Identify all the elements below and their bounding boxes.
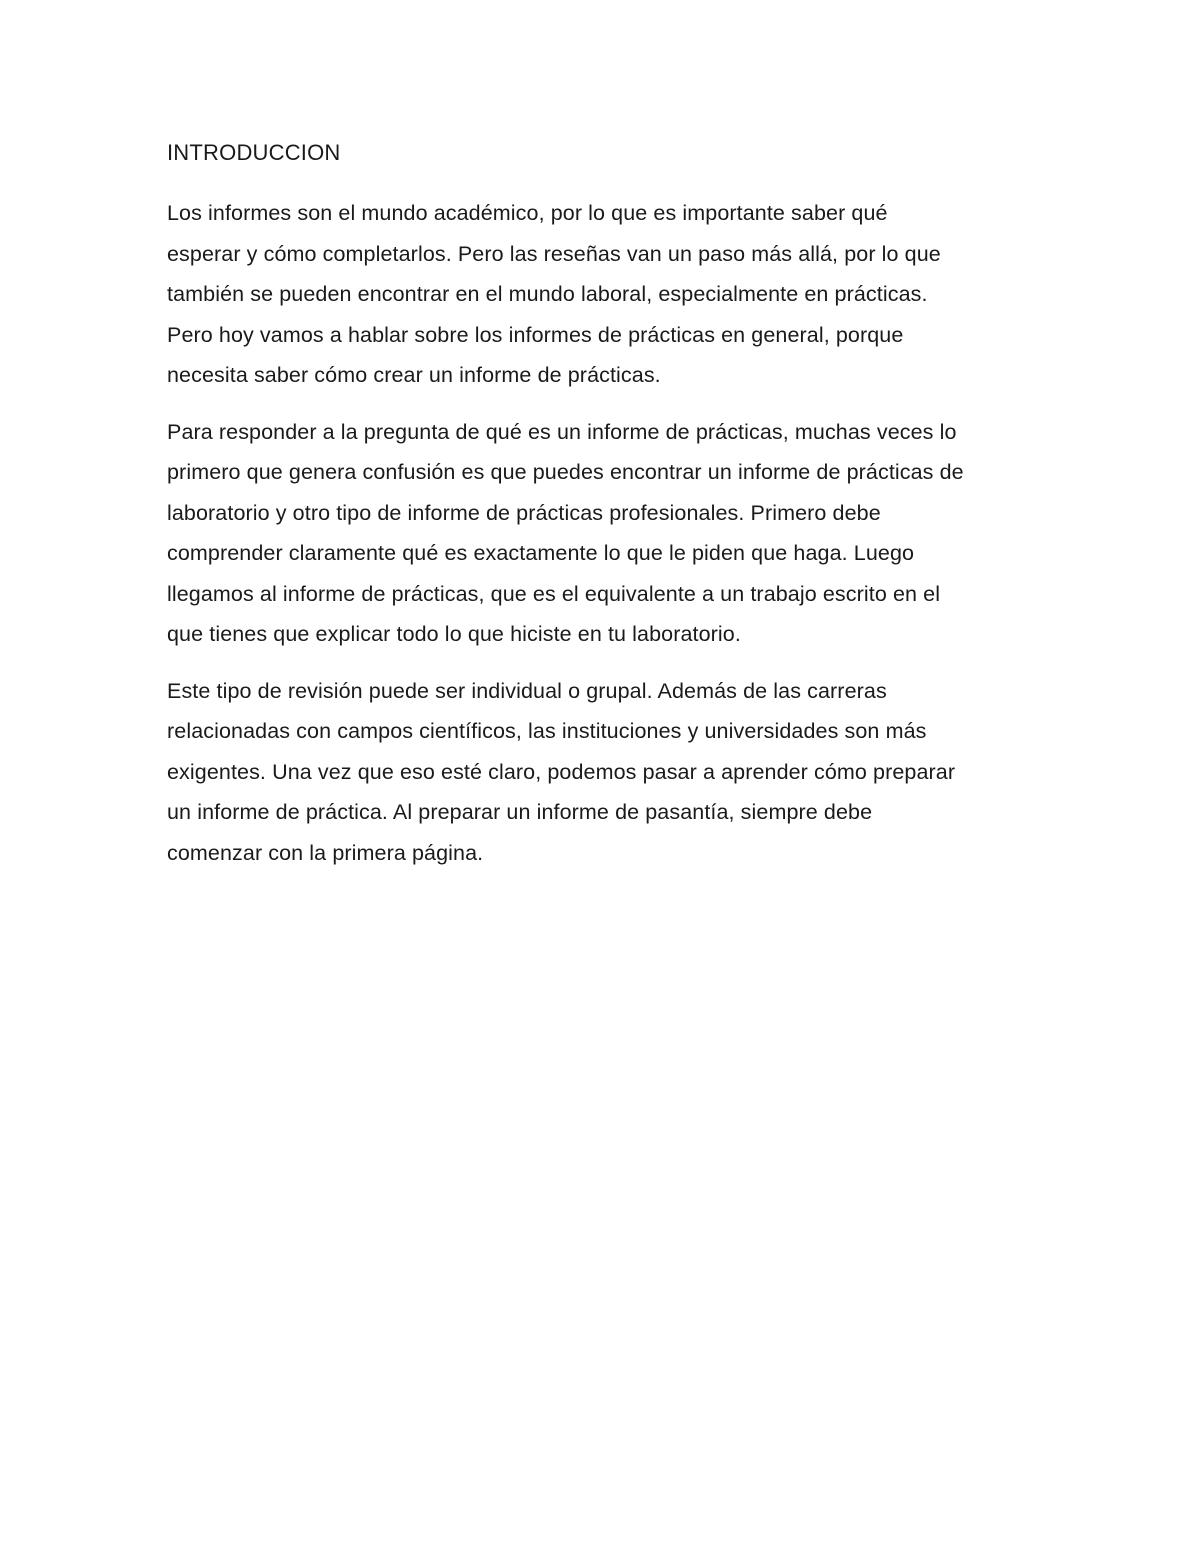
paragraph-line: que tienes que explicar todo lo que hiciste en tu laboratorio. (167, 622, 741, 646)
paragraph-line: un informe de práctica. Al preparar un informe de pasantía, siempre debe (167, 800, 873, 824)
paragraph-line: necesita saber cómo crear un informe de prácticas. (167, 363, 661, 387)
paragraph-line: esperar y cómo completarlos. Pero las reseñas van un paso más allá, por lo que (167, 241, 941, 266)
paragraph-line: Este tipo de revisión puede ser individual o grupal. Además de las carreras (167, 678, 887, 703)
document-body (167, 138, 1047, 889)
paragraph-2 (167, 412, 1047, 655)
paragraph-line: Para responder a la pregunta de qué es un informe de prácticas, muchas veces lo (167, 419, 957, 444)
paragraph-3 (167, 671, 1047, 874)
paragraph-line: comenzar con la primera página. (167, 840, 484, 865)
paragraph-line: relacionadas con campos científicos, las instituciones y universidades son más (167, 719, 927, 743)
paragraph-line: laboratorio y otro tipo de informe de prácticas profesionales. Primero debe (167, 500, 881, 525)
document-heading: INTRODUCCION (167, 140, 341, 165)
paragraph-line: primero que genera confusión es que puedes encontrar un informe de prácticas de (167, 460, 964, 484)
paragraph-1 (167, 193, 1047, 396)
paragraph-line: comprender claramente qué es exactamente lo que le piden que haga. Luego (167, 541, 915, 565)
paragraph-line: llegamos al informe de prácticas, que es el equivalente a un trabajo escrito en el (167, 581, 941, 606)
paragraph-line: Los informes son el mundo académico, por lo que es importante saber qué (167, 201, 888, 225)
paragraph-line: Pero hoy vamos a hablar sobre los informes de prácticas en general, porque (167, 322, 904, 347)
paragraph-line: exigentes. Una vez que eso esté claro, podemos pasar a aprender cómo preparar (167, 759, 956, 784)
paragraph-line: también se pueden encontrar en el mundo laboral, especialmente en prácticas. (167, 282, 928, 306)
